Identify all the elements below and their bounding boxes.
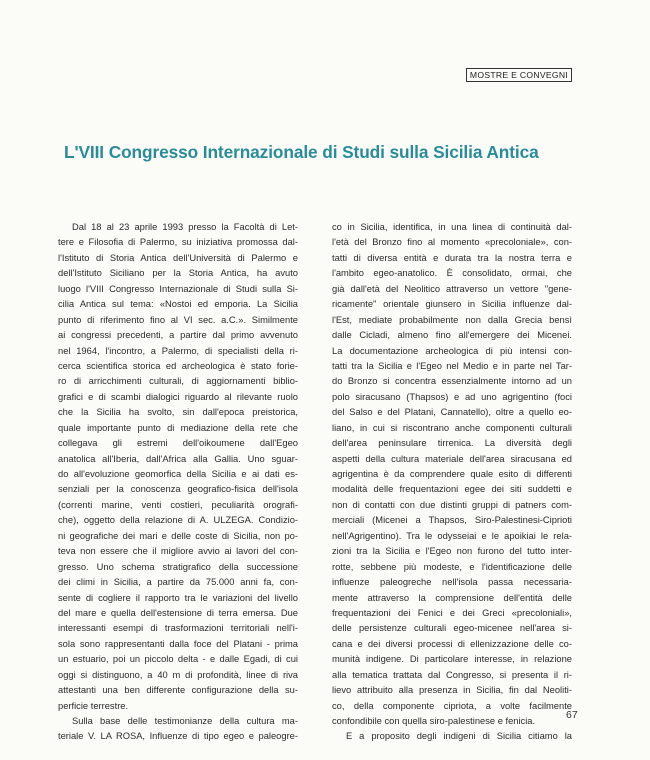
- text-line: ai congressi precedenti, a partire dal primo avvenuto: [58, 330, 298, 341]
- text-line: teriale V. LA ROSA, Influenze di tipo egeo e paleogre-: [58, 731, 298, 742]
- text-line: aspetti della cultura materiale dell'area siracusana ed: [332, 453, 572, 464]
- text-line: influenze paleogreche nell'isola passa necessaria-: [332, 577, 572, 588]
- section-tag: MOSTRE E CONVEGNI: [466, 68, 572, 82]
- right-column: [332, 220, 572, 745]
- text-line: non di contatti con due distinti gruppi di patners com-: [332, 499, 572, 510]
- text-line: agrigentina è da comprendere quale esito di differenti: [332, 469, 572, 479]
- text-line: (correnti marine, venti costieri, peculiarità orografi-: [58, 499, 298, 510]
- text-line: munità indigene. Di particolare interesse, in relazione: [332, 654, 572, 665]
- text-line: sente di cogliere il rapporto tra le variazioni del livello: [58, 592, 298, 603]
- text-line: che la Sicilia ha svolto, sin dall'epoca preistorica,: [58, 407, 298, 418]
- text-line: cerca scientifica storica ed archeologica è stato forie-: [58, 360, 298, 371]
- left-column: [58, 220, 298, 745]
- text-line: ni geografiche dei mari e delle coste di Sicilia, non po-: [58, 530, 298, 541]
- text-line: quale importante punto di mediazione della rete che: [58, 422, 298, 433]
- text-line: frequentazioni dei Fenici e dei Greci «precoloniali»,: [332, 607, 572, 618]
- text-line: ricamente'' orientale giunsero in Sicilia influenze dal-: [332, 299, 572, 310]
- text-line: modalità delle frequentazioni egee dei siti suddetti e: [332, 484, 572, 495]
- text-line: Sulla base delle testimonianze della cultura ma-: [72, 716, 298, 726]
- text-line: sola sono rappresentanti dalla foce del Platani - prima: [58, 638, 298, 649]
- text-line: alla tematica trattata dal Congresso, si presenta il ri-: [332, 669, 572, 680]
- text-line: lievo attribuito alla presenza in Sicilia, fin dal Neoliti-: [332, 685, 572, 696]
- text-line: grafici e di scambi dialogici riguardo al rilevante ruolo: [58, 391, 298, 402]
- text-line: co in Sicilia, identifica, in una linea di continuità dal-: [332, 222, 572, 232]
- text-line: interessanti esempi di trasformazioni territoriali nell'i-: [58, 623, 298, 634]
- text-line: do all'evoluzione geomorfica della Sicilia e ai dati es-: [58, 469, 298, 479]
- text-line: delle persistenze culturali egeo-micenee nell'area si-: [332, 623, 572, 634]
- text-line: punto di riferimento fino al VI sec. a.C.». Similmente: [58, 314, 298, 325]
- text-line: tatti di diversa entità e durata tra la nostra terra e: [332, 252, 572, 263]
- text-line: zioni tra la Sicilia e l'Egeo non furono del tutto inter-: [332, 546, 572, 557]
- text-line: anatolica all'Iberia, dall'Africa alla Gallia. Uno sguar-: [58, 453, 298, 464]
- text-line: E a proposito degli indigeni di Sicilia citiamo la: [346, 731, 572, 742]
- text-line: polo siracusano (Thapsos) e ad uno agrigentino (foci: [332, 391, 572, 402]
- text-line: perficie terrestre.: [58, 700, 129, 711]
- text-line: l'Istituto di Storia Antica dell'Università di Palermo e: [58, 252, 298, 263]
- page-number: 67: [566, 709, 578, 721]
- text-line: merciali (Micenei a Thapsos, Siro-Palestinesi-Ciprioti: [332, 515, 572, 526]
- text-line: tatti tra la Sicilia e l'Egeo nel Medio e in parte nel Tar-: [332, 360, 572, 371]
- text-line: dell'area peninsulare tirrenica. La diversità degli: [332, 438, 572, 449]
- text-line: l'età del Bronzo fino al momento «precoloniale», con-: [332, 237, 572, 248]
- text-line: ro di arricchimenti culturali, di aggiornamenti biblio-: [58, 376, 298, 387]
- text-line: del Salso e del Platani, Cannatello), oltre a quello eo-: [332, 407, 572, 418]
- text-line: collegava gli estremi dell'oikoumene dall'Egeo: [58, 438, 298, 449]
- text-line: nel 1964, l'incontro, a Palermo, di specialisti della ri-: [58, 345, 298, 356]
- text-line: dalle Cicladi, almeno fino all'emergere dei Micenei.: [332, 330, 572, 341]
- text-line: l'Est, mediate probabilmente non dalla Grecia bensì: [332, 314, 572, 325]
- text-line: luogo l'VIII Congresso Internazionale di Studi sulla Si-: [58, 283, 298, 294]
- text-line: già dall'età del Neolitico attraverso un vettore ''gene-: [332, 283, 572, 294]
- text-line: confondibile con quella siro-palestinese e fenicia.: [332, 716, 536, 726]
- text-line: nell'Agrigentino). Tra le odysseiai e le apoikiai le rela-: [332, 530, 572, 541]
- text-line: l'ambito egeo-anatolico. È consolidato, ormai, che: [332, 268, 572, 279]
- article-title: L'VIII Congresso Internazionale di Studi sulla Sicilia Antica: [64, 142, 539, 162]
- text-line: un estuario, poi un piccolo delta - e dalle Egadi, di cui: [58, 654, 298, 665]
- text-line: rotte, sebbene più modeste, e l'identificazione delle: [332, 561, 572, 572]
- text-line: do Bronzo si concentra essenzialmente intorno ad un: [332, 376, 572, 387]
- text-line: cilia Antica sul tema: «Nostoi ed emporia. La Sicilia: [58, 299, 298, 310]
- text-line: attestanti una ben differente configurazione della su-: [58, 685, 298, 696]
- text-line: oggi si distinguono, a 40 m di profondità, linee di riva: [58, 669, 298, 680]
- text-line: mente attraverso la comprensione dell'entità delle: [332, 592, 572, 603]
- text-line: gresso. Uno schema stratigrafico della successione: [58, 561, 298, 572]
- text-line: tere e Filosofia di Palermo, su iniziativa promossa dal-: [58, 237, 298, 248]
- text-line: teva non essere che il migliore avvio ai lavori del con-: [58, 546, 298, 557]
- text-line: senziali per la conoscenza geografico-fisica dell'isola: [58, 484, 298, 495]
- text-line: La documentazione archeologica di più intensi con-: [332, 345, 572, 356]
- text-line: cana e dei diversi processi di ellenizzazione delle co-: [332, 638, 572, 649]
- text-line: del mare e quella dell'estensione di terra emersa. Due: [58, 607, 298, 618]
- text-line: che), oggetto della relazione di A. ULZEGA. Condizio-: [58, 515, 298, 526]
- text-line: dei climi in Sicilia, a partire da 75.000 anni fa, con-: [58, 577, 298, 588]
- text-line: liano, in cui si riscontrano anche componenti culturali: [332, 422, 572, 433]
- text-line: co, della componente cipriota, a volte facilmente: [332, 700, 572, 711]
- text-line: Dal 18 al 23 aprile 1993 presso la Facoltà di Let-: [72, 222, 298, 232]
- text-line: dell'Istituto Siciliano per la Storia Antica, ha avuto: [58, 268, 298, 279]
